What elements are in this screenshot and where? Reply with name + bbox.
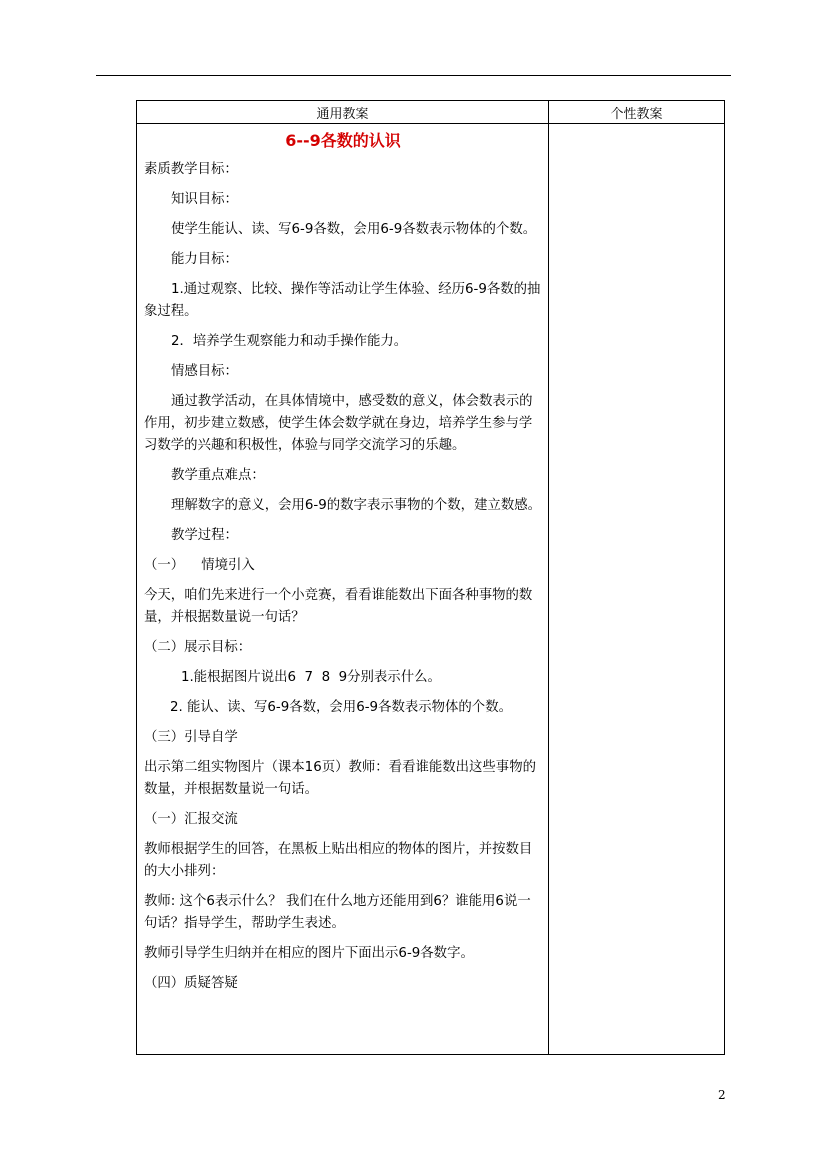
subheading-key-points: 教学重点难点：	[171, 468, 265, 483]
paragraph: 教师引导学生归纳并在相应的图片下面出示6-9各数字。	[144, 946, 474, 961]
subheading-process: 教学过程：	[171, 528, 238, 543]
paragraph: 1.通过观察、比较、操作等活动让学生体验、经历6-9各数的抽象过程。	[144, 282, 541, 319]
page-number: 2	[718, 1088, 726, 1102]
personal-plan-cell	[549, 124, 725, 1055]
lesson-title: 6--9各数的认识	[285, 131, 401, 150]
paragraph: 教师: 这个6表示什么？ 我们在什么地方还能用到6？谁能用6说一句话？指导学生，帮助学生表述。	[144, 894, 531, 931]
header-personal-plan: 个性教案	[549, 101, 725, 124]
header-rule	[96, 75, 731, 76]
paragraph: 2．培养学生观察能力和动手操作能力。	[171, 334, 408, 349]
step-heading: （二）展示目标：	[144, 640, 252, 655]
paragraph: 通过教学活动，在具体情境中，感受数的意义，体会数表示的作用，初步建立数感，使学生体会数学就在身边，培养学生参与学习数学的兴趣和积极性，体验与同学交流学习的乐趣。	[144, 394, 533, 453]
step-heading: （四）质疑答疑	[144, 976, 238, 991]
paragraph: 使学生能认、读、写6-9各数，会用6-9各数表示物体的个数。	[171, 222, 537, 237]
header-general-plan: 通用教案	[137, 101, 549, 124]
paragraph: 出示第二组实物图片（课本16页）教师：看看谁能数出这些事物的数量，并根据数量说一句话。	[144, 760, 536, 797]
paragraph: 教师根据学生的回答，在黑板上贴出相应的物体的图片，并按数目的大小排列：	[144, 842, 533, 879]
subheading-knowledge: 知识目标：	[171, 192, 238, 207]
paragraph: 今天，咱们先来进行一个小竞赛，看看谁能数出下面各种事物的数量，并根据数量说一句话？	[144, 588, 533, 625]
table-body-row	[137, 124, 725, 1055]
list-item: 2. 能认、读、写6-9各数，会用6-9各数表示物体的个数。	[170, 700, 512, 715]
step-heading: （一） 情境引入	[144, 558, 255, 573]
table-header-row	[137, 101, 725, 124]
lesson-plan-table	[136, 100, 725, 1055]
paragraph: 理解数字的意义，会用6-9的数字表示事物的个数，建立数感。	[171, 498, 542, 513]
step-heading: （一）汇报交流	[144, 812, 238, 827]
general-plan-cell	[137, 124, 549, 1055]
section-heading: 素质教学目标：	[144, 162, 238, 177]
step-heading: （三）引导自学	[144, 730, 238, 745]
list-item: 1.能根据图片说出6 7 8 9分别表示什么。	[181, 670, 441, 685]
subheading-ability: 能力目标：	[171, 252, 238, 267]
subheading-emotion: 情感目标：	[171, 364, 238, 379]
